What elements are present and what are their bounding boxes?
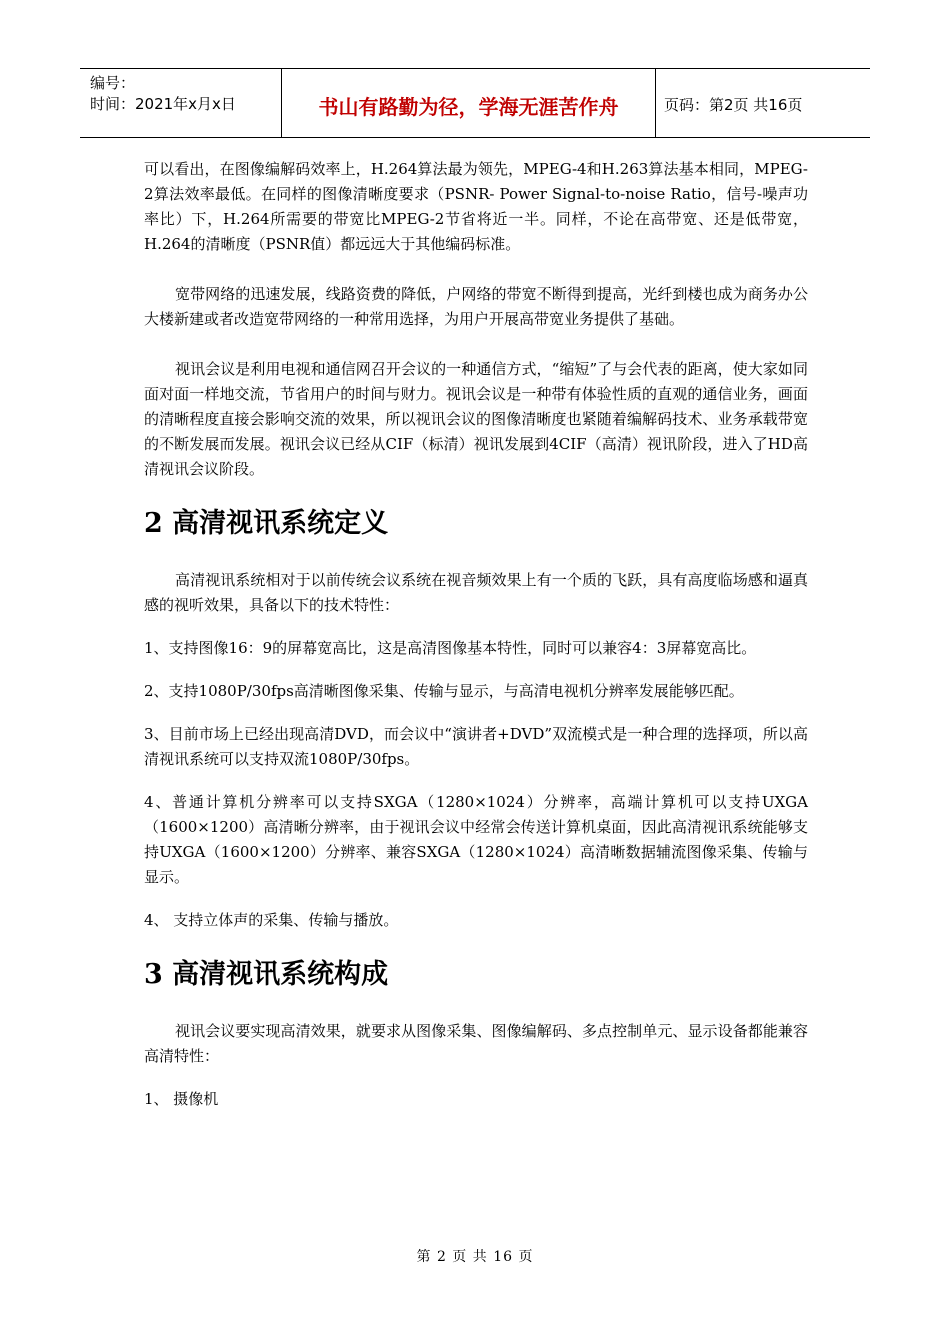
paragraph-broadband: 宽带网络的迅速发展，线路资费的降低，户网络的带宽不断得到提高，光纤到楼也成为商务办公大楼新建或者改造宽带网络的一种常用选择，为用户开展高带宽业务提供了基础。 — [144, 285, 808, 328]
document-date-label: 时间：2021年x月x日 — [90, 95, 236, 113]
document-number-label: 编号： — [90, 74, 136, 92]
section-2-intro: 高清视讯系统相对于以前传统会议系统在视音频效果上有一个质的飞跃，具有高度临场感和逼真感的视听效果，具备以下的技术特性： — [144, 571, 808, 614]
document-body — [144, 157, 808, 1112]
section-3-heading: 3 高清视讯系统构成 — [144, 959, 389, 990]
feature-item-4: 4、普通计算机分辨率可以支持SXGA（1280×1024）分辨率，高端计算机可以支持UXGA（1600×1200）高清晰分辨率，由于视讯会议中经常会传送计算机桌面，因此高清视讯系统能够支持UXGA（1600×1200）分辨率、兼容SXGA（1280×1024）高清晰数据辅流图像采集、传输与显示。 — [144, 793, 808, 886]
feature-item-5: 4、 支持立体声的采集、传输与播放。 — [144, 911, 399, 929]
section-3-intro: 视讯会议要实现高清效果，就要求从图像采集、图像编解码、多点控制单元、显示设备都能兼容高清特性： — [144, 1022, 808, 1065]
page-header — [80, 68, 870, 138]
feature-item-2: 2、支持1080P/30fps高清晰图像采集、传输与显示，与高清电视机分辨率发展能够匹配。 — [144, 682, 744, 700]
header-meta — [80, 69, 282, 137]
header-page-info: 页码：第2页 共16页 — [664, 95, 803, 114]
component-item-1: 1、 摄像机 — [144, 1090, 219, 1108]
feature-item-1: 1、支持图像16：9的屏幕宽高比，这是高清图像基本特性，同时可以兼容4：3屏幕宽高比。 — [144, 639, 757, 657]
feature-item-3: 3、目前市场上已经出现高清DVD，而会议中“演讲者+DVD”双流模式是一种合理的选择项，所以高清视讯系统可以支持双流1080P/30fps。 — [144, 725, 808, 768]
header-motto: 书山有路勤为径，学海无涯苦作舟 — [282, 69, 656, 137]
section-2-heading: 2 高清视讯系统定义 — [144, 508, 389, 539]
paragraph-video-conference: 视讯会议是利用电视和通信网召开会议的一种通信方式，“缩短”了与会代表的距离，使大家如同面对面一样地交流，节省用户的时间与财力。视讯会议是一种带有体验性质的直观的通信业务，画面的清晰程度直接会影响交流的效果，所以视讯会议的图像清晰度也紧随着编解码技术、业务承载带宽的不断发展而发展。视讯会议已经从CIF（标清）视讯发展到4CIF（高清）视讯阶段，进入了HD高清视讯会议阶段。 — [144, 360, 808, 478]
page-footer: 第 2 页 共 16 页 — [416, 1249, 534, 1265]
paragraph-codec-efficiency: 可以看出，在图像编解码效率上，H.264算法最为领先，MPEG-4和H.263算法基本相同，MPEG-2算法效率最低。在同样的图像清晰度要求（PSNR- Power Signal-to-noise Ratio，信号-噪声功率比）下，H.264所需要的带宽比MPEG-2节省将近一半。同样，不论在高带宽、还是低带宽，H.264的清晰度（PSNR值）都远远大于其他编码标准。 — [144, 160, 808, 253]
